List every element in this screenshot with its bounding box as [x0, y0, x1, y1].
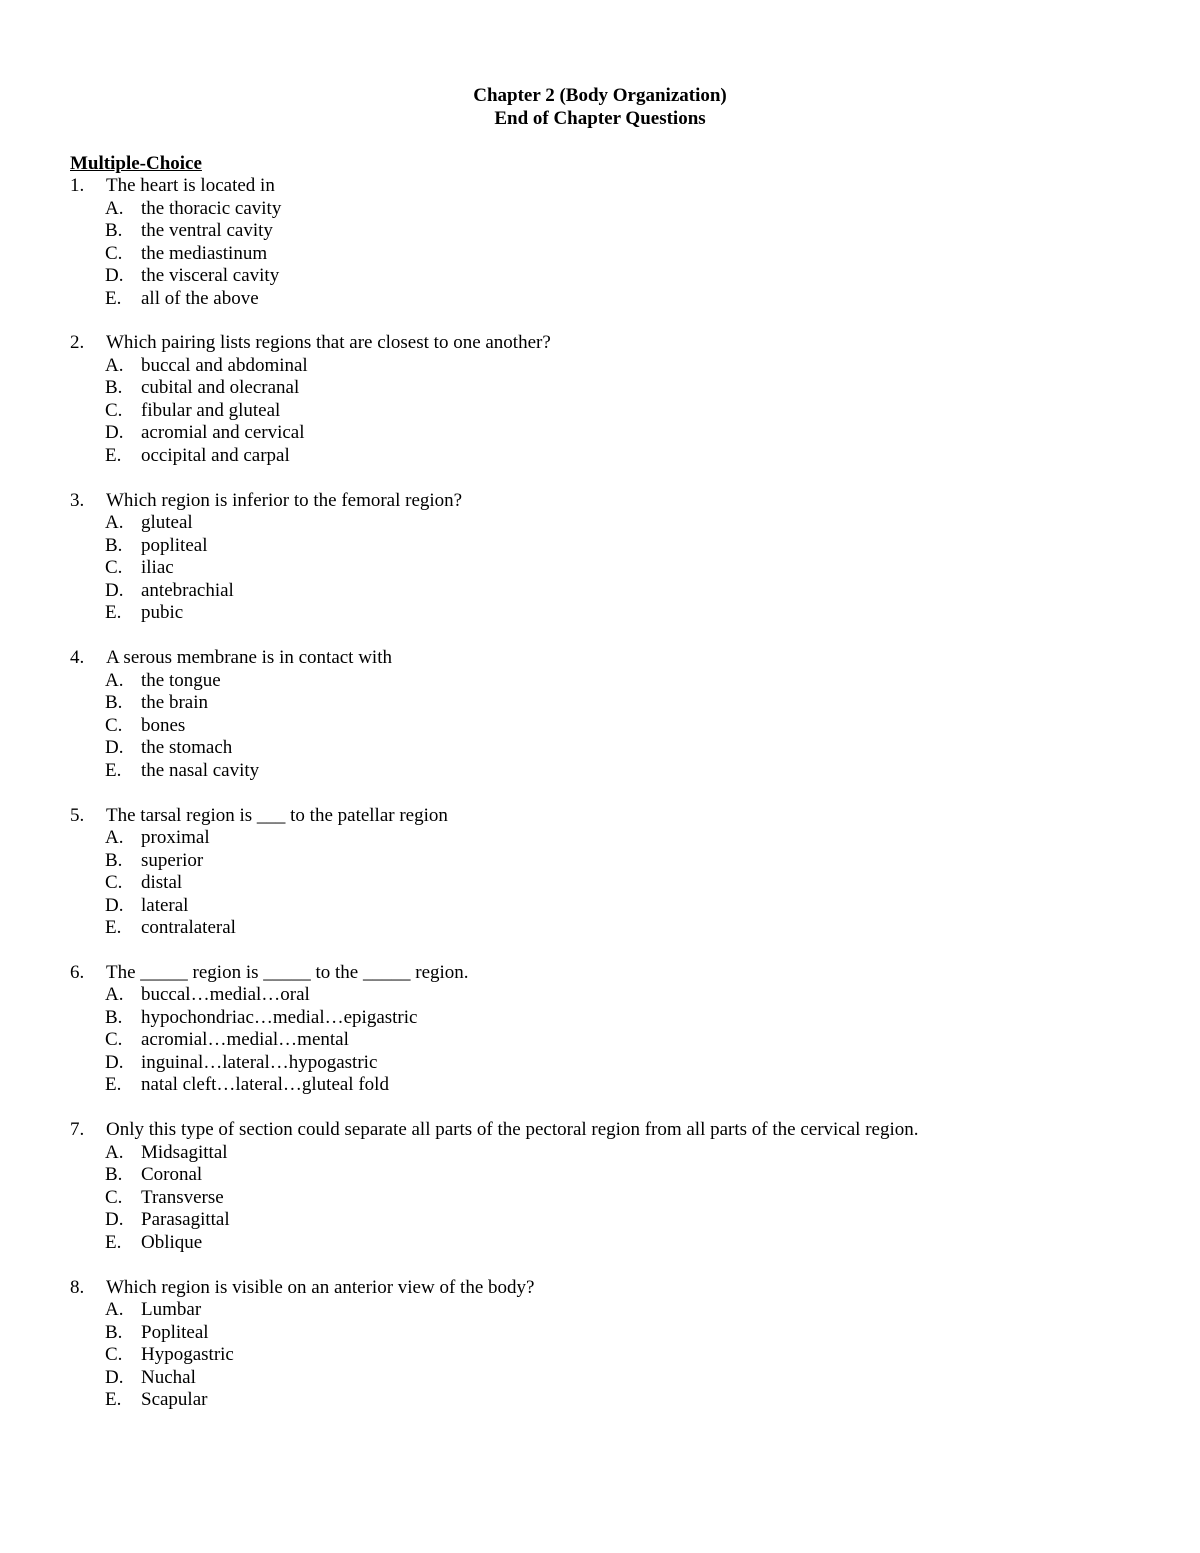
option-letter: D. [105, 1051, 124, 1073]
question-stem [70, 332, 1150, 355]
option-text: natal cleft…lateral…gluteal fold [141, 1074, 389, 1096]
option-text: Scapular [141, 1389, 208, 1411]
document-header [0, 84, 1200, 130]
question-text: Which region is inferior to the femoral region? [106, 489, 463, 511]
answer-option [70, 602, 1150, 625]
option-text: pubic [141, 602, 184, 624]
answer-option [70, 445, 1150, 468]
option-letter: D. [105, 1366, 124, 1388]
option-text: superior [141, 849, 204, 871]
option-text: Parasagittal [141, 1209, 230, 1231]
option-letter: A. [105, 354, 124, 376]
question-text: A serous membrane is in contact with [106, 647, 392, 669]
option-letter: B. [105, 1164, 123, 1186]
option-text: Coronal [141, 1164, 203, 1186]
option-text: buccal and abdominal [141, 354, 308, 376]
option-letter: D. [105, 737, 124, 759]
answer-option [70, 670, 1150, 693]
answer-option [70, 580, 1150, 603]
option-text: Nuchal [141, 1366, 196, 1388]
option-text: the thoracic cavity [141, 197, 282, 219]
option-letter: A. [105, 669, 124, 691]
question-item [70, 647, 1150, 782]
question-number: 7. [70, 1119, 85, 1141]
option-text: hypochondriac…medial…epigastric [141, 1006, 418, 1028]
answer-option [70, 1164, 1150, 1187]
question-number: 5. [70, 804, 85, 826]
answer-option [70, 760, 1150, 783]
option-letter: E. [105, 287, 122, 309]
option-text: the stomach [141, 737, 233, 759]
answer-option [70, 1142, 1150, 1165]
answer-option [70, 422, 1150, 445]
question-stem [70, 647, 1150, 670]
option-letter: B. [105, 849, 123, 871]
option-letter: B. [105, 1006, 123, 1028]
option-letter: C. [105, 242, 123, 264]
answer-option [70, 984, 1150, 1007]
option-text: bones [141, 714, 186, 736]
option-letter: A. [105, 1141, 124, 1163]
answer-option [70, 220, 1150, 243]
answer-option [70, 198, 1150, 221]
option-text: Hypogastric [141, 1344, 234, 1366]
question-text: Only this type of section could separate all parts of the pectoral region from all parts of the cervical region. [106, 1119, 919, 1141]
option-letter: E. [105, 759, 122, 781]
option-letter: C. [105, 399, 123, 421]
question-stem [70, 175, 1150, 198]
question-stem [70, 805, 1150, 828]
question-stem [70, 1119, 1150, 1142]
question-number: 2. [70, 332, 85, 354]
question-number: 1. [70, 175, 85, 196]
document-title: Chapter 2 (Body Organization) [473, 85, 727, 106]
option-text: acromial and cervical [141, 422, 305, 444]
answer-option [70, 850, 1150, 873]
answer-option [70, 872, 1150, 895]
answer-option [70, 692, 1150, 715]
option-letter: D. [105, 422, 124, 444]
question-item [70, 962, 1150, 1097]
option-text: cubital and olecranal [141, 377, 300, 399]
question-number: 6. [70, 961, 85, 983]
answer-option [70, 400, 1150, 423]
option-letter: C. [105, 872, 123, 894]
question-item [70, 1277, 1150, 1412]
answer-option [70, 737, 1150, 760]
option-text: Transverse [141, 1186, 224, 1208]
option-text: the mediastinum [141, 242, 268, 264]
question-stem [70, 490, 1150, 513]
answer-option [70, 355, 1150, 378]
question-item [70, 490, 1150, 625]
option-text: Midsagittal [141, 1141, 228, 1163]
option-text: distal [141, 872, 183, 894]
answer-option [70, 1322, 1150, 1345]
question-number: 8. [70, 1276, 85, 1298]
answer-option [70, 1344, 1150, 1367]
answer-option [70, 1029, 1150, 1052]
question-text: Which region is visible on an anterior view of the body? [106, 1276, 535, 1298]
question-item [70, 175, 1150, 310]
option-letter: A. [105, 512, 124, 534]
answer-option [70, 535, 1150, 558]
answer-option [70, 827, 1150, 850]
answer-option [70, 1187, 1150, 1210]
answer-option [70, 1232, 1150, 1255]
option-letter: A. [105, 1299, 124, 1321]
option-letter: B. [105, 534, 123, 556]
option-letter: A. [105, 984, 124, 1006]
option-letter: D. [105, 1209, 124, 1231]
answer-option [70, 1209, 1150, 1232]
question-text: The heart is located in [106, 175, 275, 196]
option-text: occipital and carpal [141, 444, 290, 466]
option-text: iliac [141, 557, 174, 579]
question-item [70, 332, 1150, 467]
question-text: Which pairing lists regions that are closest to one another? [106, 332, 551, 354]
option-text: contralateral [141, 917, 236, 939]
answer-option [70, 895, 1150, 918]
option-letter: E. [105, 444, 122, 466]
answer-option [70, 917, 1150, 940]
option-text: proximal [141, 827, 210, 849]
option-text: all of the above [141, 287, 259, 309]
option-text: antebrachial [141, 579, 234, 601]
answer-option [70, 715, 1150, 738]
option-text: Lumbar [141, 1299, 202, 1321]
option-text: Oblique [141, 1231, 203, 1253]
option-letter: C. [105, 1344, 123, 1366]
option-letter: A. [105, 197, 124, 219]
answer-option [70, 1389, 1150, 1412]
option-letter: B. [105, 692, 123, 714]
option-text: Popliteal [141, 1321, 209, 1343]
option-text: the visceral cavity [141, 265, 280, 286]
question-text: The tarsal region is ___ to the patellar region [106, 804, 448, 826]
answer-option [70, 1074, 1150, 1097]
answer-option [70, 557, 1150, 580]
answer-option [70, 512, 1150, 535]
option-letter: E. [105, 917, 122, 939]
option-letter: C. [105, 714, 123, 736]
question-number: 4. [70, 647, 85, 669]
answer-option [70, 1367, 1150, 1390]
option-text: lateral [141, 894, 189, 916]
option-text: acromial…medial…mental [141, 1029, 349, 1051]
option-letter: C. [105, 1029, 123, 1051]
option-letter: E. [105, 1074, 122, 1096]
answer-option [70, 243, 1150, 266]
answer-option [70, 1299, 1150, 1322]
option-letter: C. [105, 557, 123, 579]
document-subtitle: End of Chapter Questions [494, 108, 706, 129]
option-letter: E. [105, 602, 122, 624]
question-stem [70, 1277, 1150, 1300]
option-text: the tongue [141, 669, 221, 691]
option-text: the nasal cavity [141, 759, 260, 781]
option-letter: B. [105, 377, 123, 399]
question-stem [70, 962, 1150, 985]
option-text: the brain [141, 692, 209, 714]
option-letter: E. [105, 1389, 122, 1411]
option-letter: D. [105, 894, 124, 916]
option-text: fibular and gluteal [141, 399, 281, 421]
option-letter: C. [105, 1186, 123, 1208]
option-text: inguinal…lateral…hypogastric [141, 1051, 378, 1073]
option-text: the ventral cavity [141, 220, 273, 241]
question-list [70, 175, 1150, 1434]
question-text: The _____ region is _____ to the _____ region. [106, 961, 469, 983]
answer-option [70, 377, 1150, 400]
option-letter: D. [105, 265, 124, 286]
question-item [70, 805, 1150, 940]
option-letter: B. [105, 220, 123, 241]
option-letter: E. [105, 1231, 122, 1253]
section-title: Multiple-Choice [70, 153, 202, 174]
option-letter: D. [105, 579, 124, 601]
option-text: buccal…medial…oral [141, 984, 310, 1006]
option-letter: A. [105, 827, 124, 849]
answer-option [70, 265, 1150, 288]
answer-option [70, 1052, 1150, 1075]
option-letter: B. [105, 1321, 123, 1343]
question-number: 3. [70, 489, 85, 511]
option-text: popliteal [141, 534, 208, 556]
answer-option [70, 1007, 1150, 1030]
question-item [70, 1119, 1150, 1254]
option-text: gluteal [141, 512, 193, 534]
answer-option [70, 288, 1150, 311]
